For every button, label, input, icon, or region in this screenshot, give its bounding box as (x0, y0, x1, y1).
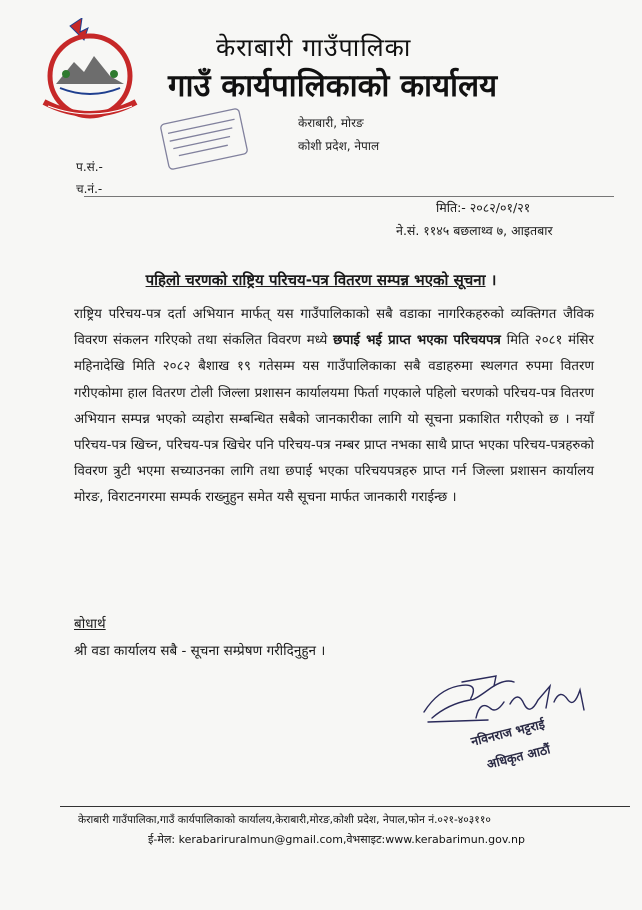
address-line-1: केराबारी, मोरङ (298, 116, 364, 130)
bodharth-recipient: श्री वडा कार्यालय सबै - सूचना सम्प्रेषण गरीदिनुहुन । (74, 643, 326, 659)
header-divider (84, 196, 614, 197)
handwritten-signature-icon (418, 660, 598, 730)
chalani-number-label: च.नं.- (76, 182, 103, 196)
body-part-2: मिति २०८१ मंसिर महिनादेखि मिति २०८२ बैशाख १९ गतेसम्म यस गाउँपालिकाका सबै वडाहरुमा स्थलगत रुपमा वितरण गरीएकोमा हाल वितरण टोली जिल्ला प्रशासन कार्यालयमा फिर्ता गएकाले पहिलो चरणको परिचय-पत्र वितरण अभियान सम्पन्न भएको व्यहोरा सम्बन्धित सबैको जानकारीका लागि यो सूचना प्रकाशित गरीएको छ । नयाँ परिचय-पत्र खिच्न, परिचय-पत्र खिचेर पनि परिचय-पत्र नम्बर प्राप्त नभका साथै प्राप्त भएका परिचय-पत्रहरुको विवरण त्रुटी भएमा सच्याउनका लागि तथा छपाई भएका परिचयपत्रहरु प्राप्त गर्न जिल्ला प्रशासन कार्यालय मोरङ, विराटनगरमा सम्पर्क राख्नुहुन समेत यसै सूचना मार्फत जानकारी गराईन्छ । (74, 333, 594, 506)
email-label: ई-मेल: (148, 833, 179, 846)
patra-sankhya-label: प.सं.- (76, 160, 103, 174)
footer-email: kerabariruralmun@gmail.com (178, 833, 343, 846)
address-line-2: कोशी प्रदेश, नेपाल (298, 139, 380, 153)
office-stamp-icon (158, 108, 250, 170)
footer-website: www.kerabarimun.gov.np (385, 833, 525, 846)
nepal-emblem-icon (30, 18, 150, 128)
office-title: गाउँ कार्यपालिकाको कार्यालय (168, 68, 498, 104)
footer-online (148, 832, 525, 847)
date-bs: मिति:- २०८२/०१/२१ (436, 200, 531, 215)
subject-suffix: । (485, 271, 497, 289)
subject-text: पहिलो चरणको राष्ट्रिय परिचय-पत्र वितरण सम्पन्न भएको सूचना (145, 271, 486, 289)
notice-body (74, 302, 594, 512)
signatory-name: नविनराज भट्टराई (469, 716, 547, 749)
footer-contact: केराबारी गाउँपालिका,गाउँ कार्यपालिकाको कार्यालय,केराबारी,मोरङ,कोशी प्रदेश, नेपाल,फोन नं.०२१-४०३११० (78, 814, 491, 826)
footer-divider (60, 806, 630, 807)
bodharth-label: बोधार्थ (74, 616, 106, 632)
office-name: केराबारी गाउँपालिका (216, 33, 412, 62)
body-bold-phrase: छपाई भई प्राप्त भएका परिचयपत्र (333, 333, 501, 349)
body-part-1: राष्ट्रिय परिचय-पत्र दर्ता अभियान मार्फत् यस गाउँपालिकाको सबै वडाका नागरिकहरुको व्यक्तिगत जैविक विवरण संकलन गरिएको तथा संकलित विवरण मध्ये (74, 307, 594, 349)
website-label: ,वेभसाइट: (342, 833, 386, 846)
date-nepal-sambat: ने.सं. ११४५ बछलाथ्व ७, आइतबार (396, 223, 553, 238)
signatory-post: अधिकृत आठौं (485, 741, 552, 772)
notice-subject (0, 270, 642, 290)
